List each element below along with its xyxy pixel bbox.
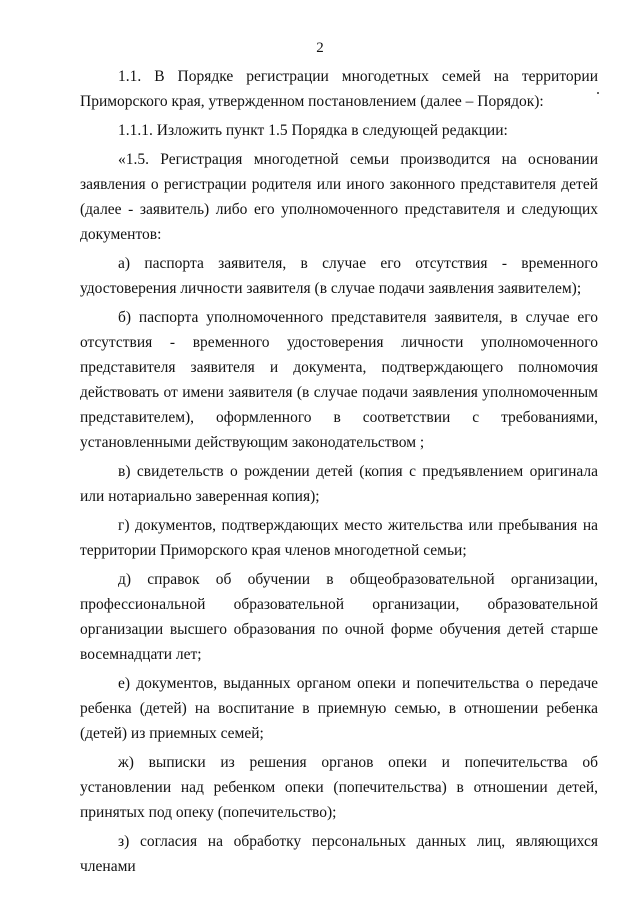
paragraph-item-zh: ж) выписки из решения органов опеки и попечительства об установлении над ребенком опеки (попечительства) в отношении детей, принятых под опеку (попечительство);	[80, 754, 598, 821]
paragraph-1-1: 1.1. В Порядке регистрации многодетных семей на территории Приморского края, утвержденном постановлением (далее – Порядок):	[80, 68, 598, 110]
paragraph-item-z: з) согласия на обработку персональных данных лиц, являющихся членами	[80, 833, 598, 875]
paragraph-item-a: а) паспорта заявителя, в случае его отсутствия - временного удостоверения личности заявителя (в случае подачи заявления заявителем);	[80, 255, 598, 297]
paragraph-1-1-1: 1.1.1. Изложить пункт 1.5 Порядка в следующей редакции:	[118, 122, 508, 139]
paragraph-item-d: д) справок об обучении в общеобразовательной организации, профессиональной образовательной организации, образовательной организации высшего образования по очной форме обучения детей старше восемнадцати лет;	[80, 571, 598, 663]
paragraph-item-b: б) паспорта уполномоченного представителя заявителя, в случае его отсутствия - временного удостоверения личности уполномоченного представителя заявителя и документа, подтверждающего полномочия действовать от имени заявителя (в случае подачи заявления уполномоченным представителем), оформленного в соответствии с требованиями, установленными действующим законодательством ;	[80, 309, 598, 451]
document-body	[80, 64, 598, 883]
paragraph-item-v: в) свидетельств о рождении детей (копия с предъявлением оригинала или нотариально заверенная копия);	[80, 463, 598, 505]
paragraph-item-e: е) документов, выданных органом опеки и попечительства о передаче ребенка (детей) на воспитание в приемную семью, в отношении ребенка (детей) из приемных семей;	[80, 675, 598, 742]
page-number: 2	[316, 40, 324, 56]
paragraph-1-5: «1.5. Регистрация многодетной семьи производится на основании заявления о регистрации родителя или иного законного представителя детей (далее - заявитель) либо его уполномоченного представителя и следующих документов:	[80, 151, 598, 243]
paragraph-item-g: г) документов, подтверждающих место жительства или пребывания на территории Приморского края членов многодетной семьи;	[80, 517, 598, 559]
